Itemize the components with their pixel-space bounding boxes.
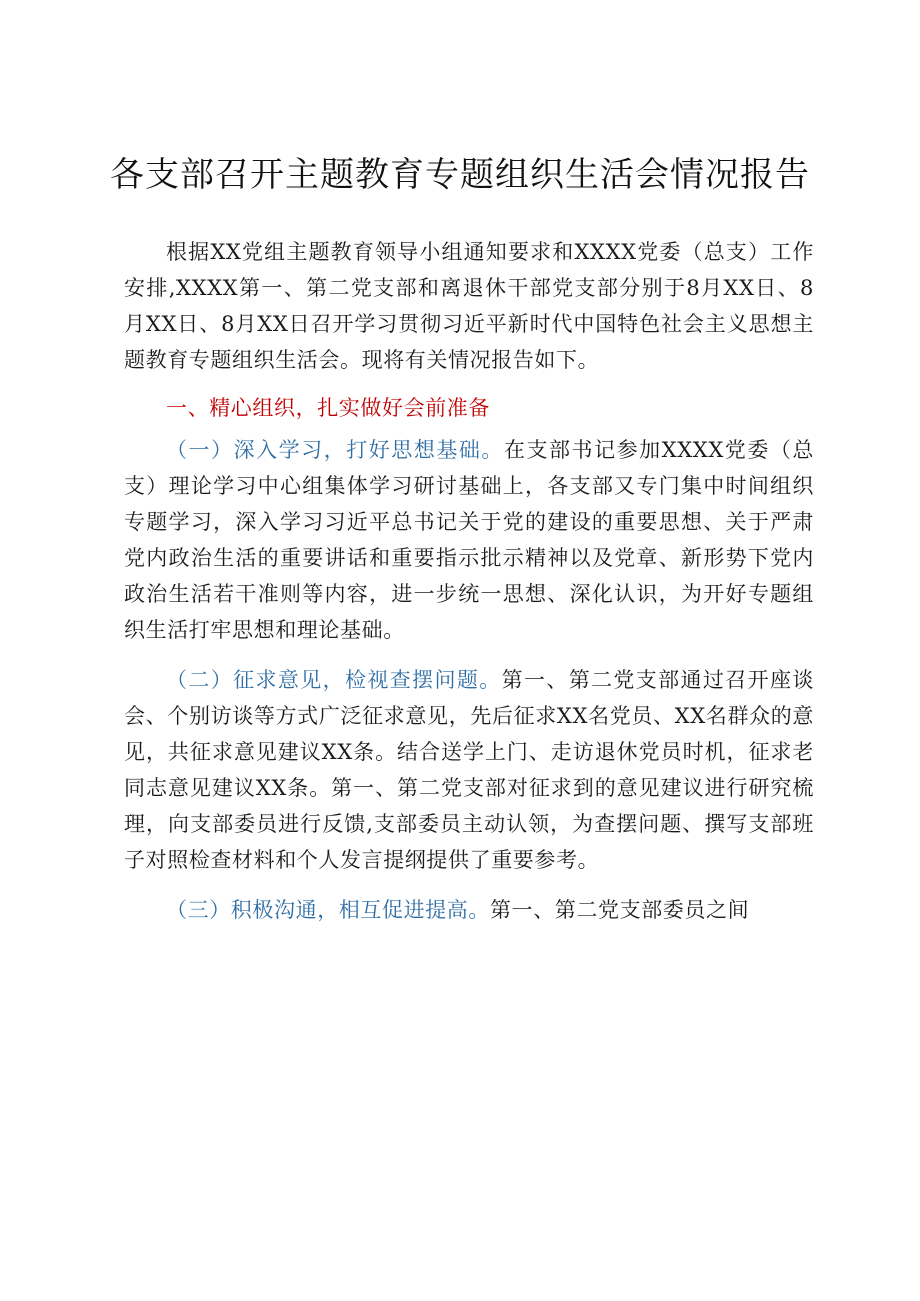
- subsection-lead-2: （二）征求意见，检视查摆问题。: [166, 668, 502, 692]
- subsection-lead-3: （三）积极沟通，相互促进提高。: [166, 898, 490, 922]
- subsection-text-2: 第一、第二党支部通过召开座谈会、个别访谈等方式广泛征求意见，先后征求XX名党员、XX名群众的意见，共征求意见建议XX条。结合送学上门、走访退休党员时机，征求老同志意见建议XX条。第一、第二党支部对征求到的意见建议进行研究梳理，向支部委员进行反馈,支部委员主动认领，为查摆问题、撰写支部班子对照检查材料和个人发言提纲提供了重要参考。: [124, 668, 815, 872]
- document-title: 各支部召开主题教育专题组织生活会情况报告: [110, 155, 810, 195]
- document-body: [124, 234, 814, 942]
- section-heading-1: 一、精心组织，扎实做好会前准备: [166, 396, 490, 420]
- subsection-lead-1: （一）深入学习，打好思想基础。: [166, 438, 504, 462]
- intro-paragraph: 根据XX党组主题教育领导小组通知要求和XXXX党委（总支）工作安排,XXXX第一、第二党支部和离退休干部党支部分别于8月XX日、8月XX日、8月XX日召开学习贯彻习近平新时代中国特色社会主义思想主题教育专题组织生活会。现将有关情况报告如下。: [124, 240, 814, 372]
- subsection-paragraph-3: [124, 892, 814, 928]
- subsection-paragraph-2: [124, 662, 814, 878]
- subsection-text-3: 第一、第二党支部委员之间: [490, 898, 750, 922]
- subsection-paragraph-1: [124, 432, 814, 648]
- subsection-text-1: 在支部书记参加XXXX党委（总支）理论学习中心组集体学习研讨基础上，各支部又专门集中时间组织专题学习，深入学习习近平总书记关于党的建设的重要思想、关于严肃党内政治生活的重要讲话和重要指示批示精神以及党章、新形势下党内政治生活若干准则等内容，进一步统一思想、深化认识，为开好专题组织生活打牢思想和理论基础。: [124, 438, 814, 642]
